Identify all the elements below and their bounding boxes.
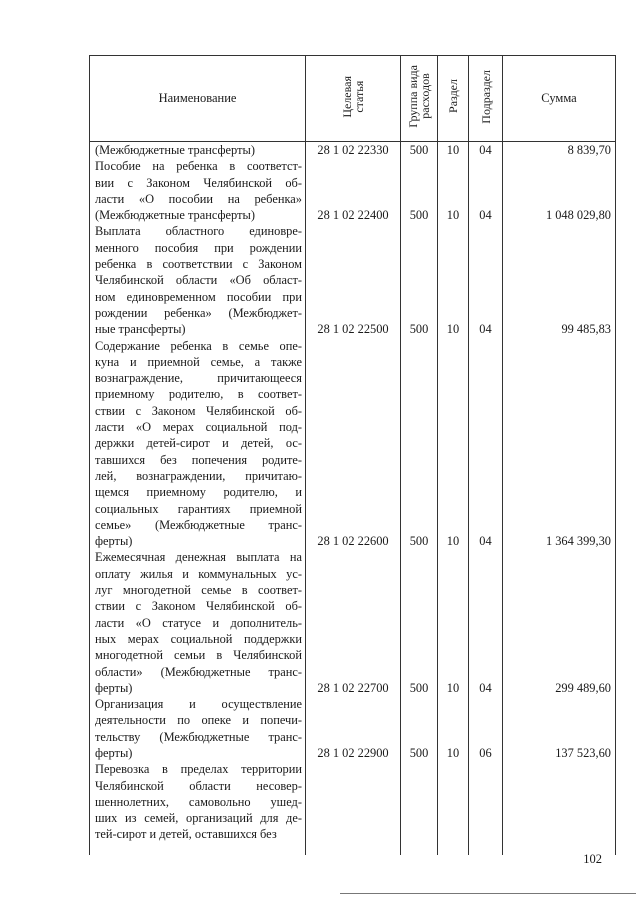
name-line: (Межбюджетные трансферты)	[95, 208, 255, 223]
header-section: Раздел	[438, 56, 469, 142]
name-line: ласти «О статусе и дополнитель-	[95, 615, 302, 630]
target-article-value: 28 1 02 22330	[317, 143, 389, 157]
sum-value: 299 489,60	[555, 680, 611, 695]
name-line: ствии с Законом Челябинской об-	[95, 403, 302, 418]
name-line: области» (Межбюджетные транс-	[95, 664, 302, 679]
subsection-value: 06	[479, 746, 492, 761]
section-column	[438, 142, 469, 856]
name-lines	[95, 142, 302, 843]
name-line: рождении ребенка» (Межбюджет-	[95, 305, 302, 320]
expense-group-value: 500	[409, 746, 429, 761]
name-line: ферты)	[95, 680, 133, 695]
name-line: держки детей-сирот и детей, ос-	[95, 436, 302, 451]
group-column	[401, 142, 438, 856]
header-expense-group: Группа вида расходов	[401, 56, 438, 142]
name-line: многодетной семьи в Челябинской	[95, 648, 302, 663]
name-line: ферты)	[95, 745, 133, 760]
name-line: куна и приемной семье, а также	[95, 354, 302, 369]
name-column	[90, 142, 306, 856]
target-article-value: 28 1 02 22900	[317, 746, 389, 761]
budget-table	[89, 55, 616, 855]
name-line: Ежемесячная денежная выплата на	[95, 550, 302, 565]
name-line: ных мерах социальной поддержки	[95, 631, 302, 646]
section-value: 10	[446, 322, 460, 337]
bottom-rule	[340, 893, 636, 894]
name-line: семье» (Межбюджетные транс-	[95, 517, 302, 532]
header-target-article: Целевая статья	[306, 56, 401, 142]
name-line: менного пособия при рождении	[95, 240, 302, 255]
name-line: ласти «О мерах социальной под-	[95, 420, 302, 435]
target-article-value: 28 1 02 22700	[317, 680, 389, 695]
subsection-value: 04	[479, 680, 492, 695]
name-line: ших из семей, организаций для де-	[95, 811, 302, 826]
header-sum: Сумма	[503, 56, 616, 142]
sum-column	[503, 142, 616, 856]
target-column	[306, 142, 401, 856]
name-line: тей-сирот и детей, оставшихся без	[95, 827, 277, 842]
sum-value: 99 485,83	[561, 322, 611, 337]
section-value: 10	[446, 208, 460, 223]
header-name: Наименование	[90, 56, 306, 142]
name-line: ласти «О пособии на ребенка»	[95, 191, 302, 206]
expense-group-value: 500	[409, 143, 429, 157]
sum-value: 1 048 029,80	[545, 208, 611, 223]
sum-value: 137 523,60	[555, 746, 611, 761]
sum-value: 8 839,70	[567, 143, 611, 157]
expense-group-value: 500	[409, 680, 429, 695]
target-article-value: 28 1 02 22400	[317, 208, 389, 223]
name-line: Пособие на ребенка в соответст-	[95, 159, 302, 174]
name-line: щемся приемному родителю, и	[95, 485, 302, 500]
subsection-value: 04	[479, 208, 492, 223]
header-subsection: Подраздел	[469, 56, 503, 142]
section-value: 10	[446, 534, 460, 549]
name-line: деятельности по опеке и попечи-	[95, 713, 302, 728]
sum-value: 1 364 399,30	[545, 534, 611, 549]
name-line: Содержание ребенка в семье опе-	[95, 338, 302, 353]
name-line: Челябинской области «Об област-	[95, 273, 302, 288]
name-line: ствии с Законом Челябинской об-	[95, 599, 302, 614]
name-line: социальных гарантиях приемной	[95, 501, 302, 516]
subsection-column	[469, 142, 503, 856]
target-article-value: 28 1 02 22500	[317, 322, 389, 337]
name-line: ном единовременном пособии при	[95, 289, 302, 304]
name-line: шеннолетних, самовольно ушед-	[95, 794, 302, 809]
name-line: ные трансферты)	[95, 322, 186, 337]
name-line: тавшихся без попечения родите-	[95, 452, 302, 467]
name-line: оплату жилья и коммунальных ус-	[95, 566, 302, 581]
target-article-value: 28 1 02 22600	[317, 534, 389, 549]
name-line: (Межбюджетные трансферты)	[95, 143, 255, 157]
table-header-row	[90, 56, 616, 142]
name-line: приемному родителю, в соответ-	[95, 387, 302, 402]
name-line: вии с Законом Челябинской об-	[95, 175, 302, 190]
section-value: 10	[446, 746, 460, 761]
table-body-row	[90, 142, 616, 856]
name-line: лей, вознаграждении, причитаю-	[95, 468, 302, 483]
section-value: 10	[446, 143, 460, 157]
subsection-value: 04	[479, 534, 492, 549]
name-line: Выплата областного единовре-	[95, 224, 302, 239]
name-line: луг многодетной семье в соответ-	[95, 583, 302, 598]
name-line: тельству (Межбюджетные транс-	[95, 729, 302, 744]
name-line: ребенка в соответствии с Законом	[95, 257, 302, 272]
name-line: Челябинской области несовер-	[95, 778, 302, 793]
section-value: 10	[446, 680, 460, 695]
name-line: ферты)	[95, 534, 133, 549]
expense-group-value: 500	[409, 322, 429, 337]
name-line: Перевозка в пределах территории	[95, 762, 302, 777]
subsection-value: 04	[479, 143, 492, 157]
subsection-value: 04	[479, 322, 492, 337]
name-line: Организация и осуществление	[95, 697, 302, 712]
expense-group-value: 500	[409, 534, 429, 549]
page-number: 102	[583, 852, 602, 866]
name-line: вознаграждение, причитающееся	[95, 371, 302, 386]
expense-group-value: 500	[409, 208, 429, 223]
